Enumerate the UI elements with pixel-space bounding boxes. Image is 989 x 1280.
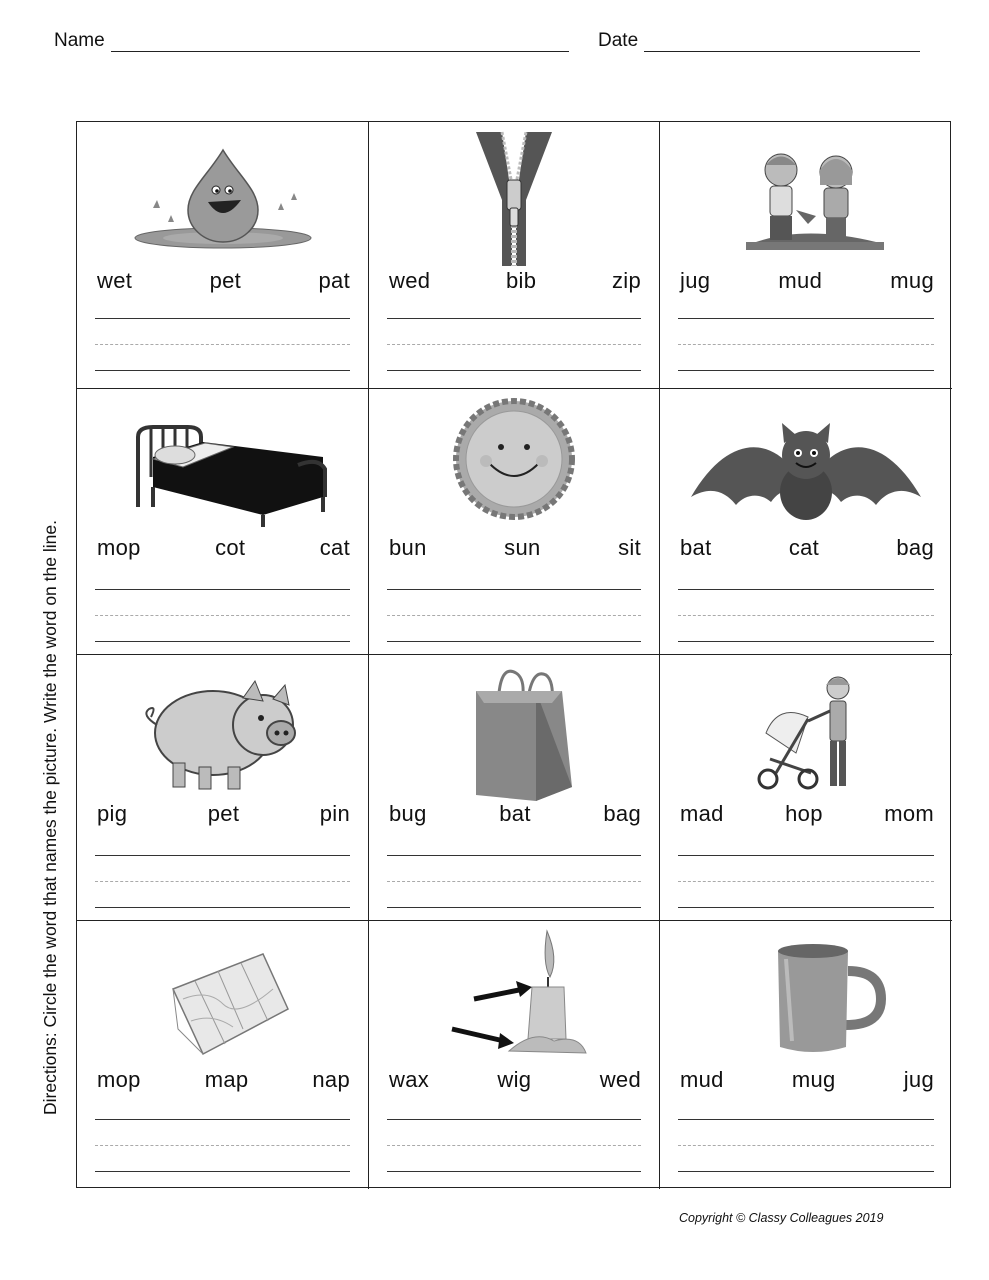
cell-map <box>77 921 369 1189</box>
word-choices <box>389 535 641 561</box>
word-option[interactable]: mom <box>884 801 934 826</box>
pig-icon <box>113 663 333 803</box>
word-choices <box>389 801 641 827</box>
word-option[interactable]: pat <box>318 268 350 293</box>
word-option[interactable]: pig <box>97 801 128 826</box>
writing-line-mid <box>95 1145 350 1146</box>
word-option[interactable]: jug <box>680 268 711 293</box>
writing-line-bottom[interactable] <box>95 907 350 908</box>
word-option[interactable]: pin <box>319 801 350 826</box>
candle-wax-icon <box>404 929 624 1069</box>
word-option[interactable]: mug <box>791 1067 836 1092</box>
zipper-icon <box>404 130 624 270</box>
writing-line-bottom[interactable] <box>678 907 934 908</box>
word-option[interactable]: jug <box>903 1067 934 1092</box>
writing-line-mid <box>95 344 350 345</box>
date-field[interactable] <box>598 30 920 52</box>
word-choices <box>97 535 350 561</box>
word-choices <box>97 801 350 827</box>
shopping-bag-icon <box>404 663 624 803</box>
water-drop-icon <box>113 130 333 270</box>
writing-line-top[interactable] <box>678 855 934 856</box>
cell-water-drop <box>77 122 369 389</box>
word-choices <box>97 1067 350 1093</box>
writing-line-mid <box>678 881 934 882</box>
sun-icon <box>404 397 624 537</box>
writing-line-bottom[interactable] <box>95 641 350 642</box>
word-option[interactable]: sun <box>504 535 541 560</box>
word-choices <box>680 535 934 561</box>
cell-bed <box>77 389 369 655</box>
writing-line-top[interactable] <box>387 855 641 856</box>
word-option[interactable]: cat <box>319 535 350 560</box>
word-choices <box>389 1067 641 1093</box>
writing-line-mid <box>387 881 641 882</box>
word-choices <box>389 268 641 294</box>
writing-line-top[interactable] <box>387 1119 641 1120</box>
map-icon <box>113 929 333 1069</box>
writing-line-mid <box>387 344 641 345</box>
word-option[interactable]: bug <box>389 801 427 826</box>
word-option[interactable]: sit <box>618 535 641 560</box>
word-option[interactable]: wet <box>97 268 133 293</box>
writing-line-bottom[interactable] <box>678 1171 934 1172</box>
cell-bat <box>660 389 952 655</box>
writing-line-top[interactable] <box>95 318 350 319</box>
cell-sun <box>369 389 660 655</box>
word-option[interactable]: zip <box>611 268 641 293</box>
word-option[interactable]: bag <box>896 535 934 560</box>
word-option[interactable]: mop <box>97 1067 141 1092</box>
word-choices <box>680 268 934 294</box>
writing-line-mid <box>387 615 641 616</box>
writing-line-mid <box>678 1145 934 1146</box>
word-option[interactable]: pet <box>207 801 240 826</box>
writing-line-bottom[interactable] <box>387 641 641 642</box>
writing-line-mid <box>387 1145 641 1146</box>
writing-line-top[interactable] <box>387 318 641 319</box>
name-line[interactable] <box>111 33 569 52</box>
word-option[interactable]: mud <box>680 1067 724 1092</box>
writing-line-bottom[interactable] <box>95 370 350 371</box>
word-choices <box>680 1067 934 1093</box>
word-option[interactable]: mug <box>890 268 934 293</box>
word-choices <box>97 268 350 294</box>
word-option[interactable]: wed <box>389 268 431 293</box>
word-option[interactable]: wax <box>389 1067 430 1092</box>
cell-kids-mud <box>660 122 952 389</box>
bed-icon <box>113 397 333 537</box>
writing-line-bottom[interactable] <box>678 370 934 371</box>
word-option[interactable]: wed <box>599 1067 641 1092</box>
writing-line-top[interactable] <box>387 589 641 590</box>
mom-stroller-icon <box>696 663 916 803</box>
writing-line-top[interactable] <box>678 1119 934 1120</box>
word-option[interactable]: bag <box>603 801 641 826</box>
copyright-text: Copyright © Classy Colleagues 2019 <box>679 1211 884 1225</box>
word-option[interactable]: hop <box>785 801 823 826</box>
writing-line-top[interactable] <box>678 589 934 590</box>
writing-line-bottom[interactable] <box>95 1171 350 1172</box>
name-field[interactable] <box>54 30 569 52</box>
writing-line-mid <box>678 615 934 616</box>
date-line[interactable] <box>644 33 920 52</box>
word-option[interactable]: map <box>204 1067 249 1092</box>
writing-line-top[interactable] <box>95 855 350 856</box>
writing-line-mid <box>95 881 350 882</box>
name-label: Name <box>54 30 105 51</box>
writing-line-bottom[interactable] <box>387 1171 641 1172</box>
cell-shopping-bag <box>369 655 660 921</box>
writing-line-mid <box>678 344 934 345</box>
word-option[interactable]: bib <box>505 268 537 293</box>
date-label: Date <box>598 30 639 51</box>
writing-line-top[interactable] <box>95 1119 350 1120</box>
directions-text: Directions: Circle the word that names the picture. Write the word on the line. <box>40 520 60 1115</box>
writing-line-top[interactable] <box>678 318 934 319</box>
writing-line-bottom[interactable] <box>387 370 641 371</box>
cell-zipper <box>369 122 660 389</box>
word-option[interactable]: mad <box>680 801 724 826</box>
word-choices <box>680 801 934 827</box>
cell-mom-stroller <box>660 655 952 921</box>
writing-line-bottom[interactable] <box>678 641 934 642</box>
word-option[interactable]: mud <box>778 268 823 293</box>
cell-candle-wax <box>369 921 660 1189</box>
bat-icon <box>686 397 926 537</box>
worksheet-grid <box>76 121 951 1188</box>
cell-mug <box>660 921 952 1189</box>
word-option[interactable]: cat <box>788 535 820 560</box>
word-option[interactable]: nap <box>312 1067 350 1092</box>
mug-icon <box>696 929 916 1069</box>
kids-mud-icon <box>696 130 916 270</box>
writing-line-bottom[interactable] <box>387 907 641 908</box>
word-option[interactable]: bat <box>680 535 712 560</box>
word-option[interactable]: cot <box>215 535 246 560</box>
word-option[interactable]: wig <box>497 1067 532 1092</box>
word-option[interactable]: mop <box>97 535 141 560</box>
cell-pig <box>77 655 369 921</box>
word-option[interactable]: pet <box>209 268 242 293</box>
writing-line-top[interactable] <box>95 589 350 590</box>
writing-line-mid <box>95 615 350 616</box>
word-option[interactable]: bat <box>499 801 531 826</box>
word-option[interactable]: bun <box>389 535 427 560</box>
